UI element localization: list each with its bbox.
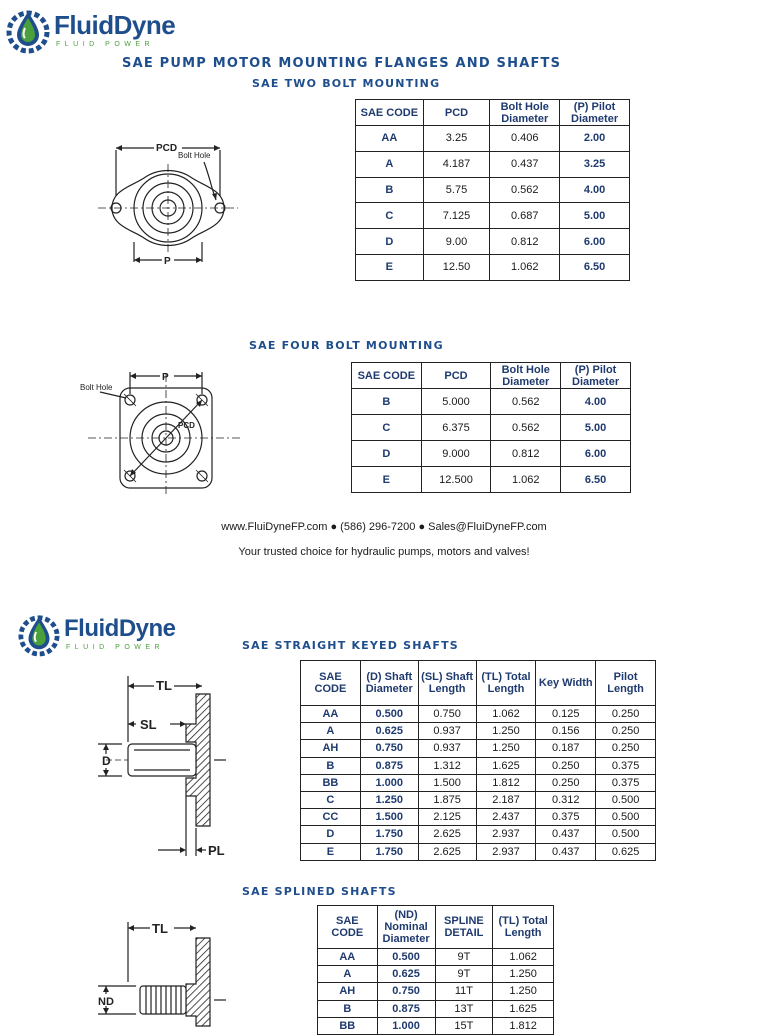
brand-tagline: FLUID POWER	[66, 644, 165, 651]
value-cell: 1.625	[476, 757, 536, 774]
value-cell: 0.625	[360, 723, 418, 740]
table-row	[318, 1000, 554, 1017]
value-cell: 5.00	[560, 203, 630, 229]
value-cell: 0.437	[536, 843, 596, 860]
table-row	[318, 949, 554, 966]
table-row	[318, 1017, 554, 1034]
value-cell: 0.375	[596, 774, 656, 791]
table-row	[352, 415, 631, 441]
table-header-row	[356, 100, 630, 126]
sae-code-cell: AH	[301, 740, 361, 757]
col-header: Key Width	[536, 661, 596, 706]
value-cell: 0.437	[536, 826, 596, 843]
two-bolt-pcd-label: PCD	[156, 143, 178, 154]
col-header: SAE CODE	[352, 363, 422, 389]
value-cell: 0.500	[377, 949, 435, 966]
value-cell: 1.062	[476, 706, 536, 723]
splined-shafts-heading: SAE SPLINED SHAFTS	[242, 885, 397, 898]
keyed-shaft-drawing	[94, 672, 254, 860]
value-cell: 0.375	[536, 809, 596, 826]
sae-code-cell: BB	[318, 1017, 378, 1034]
value-cell: 1.500	[418, 774, 476, 791]
value-cell: 1.250	[493, 966, 554, 983]
value-cell: 9T	[435, 949, 493, 966]
table-header-row	[318, 906, 554, 949]
brand-name: FluidDyne	[64, 615, 176, 642]
sae-code-cell: B	[356, 177, 424, 203]
table-row	[301, 774, 656, 791]
col-header: (SL) Shaft Length	[418, 661, 476, 706]
value-cell: 0.562	[490, 177, 560, 203]
table-row	[301, 757, 656, 774]
sae-code-cell: A	[301, 723, 361, 740]
sae-code-cell: CC	[301, 809, 361, 826]
value-cell: 1.812	[493, 1017, 554, 1034]
value-cell: 1.000	[360, 774, 418, 791]
two-bolt-flange-drawing	[92, 138, 244, 268]
value-cell: 0.250	[596, 706, 656, 723]
value-cell: 1.625	[493, 1000, 554, 1017]
value-cell: 0.750	[377, 983, 435, 1000]
col-header: (D) Shaft Diameter	[360, 661, 418, 706]
col-header: (ND) Nominal Diameter	[377, 906, 435, 949]
keyed-shafts-table	[300, 660, 656, 861]
sae-code-cell: C	[352, 415, 422, 441]
value-cell: 2.625	[418, 826, 476, 843]
col-header: (P) Pilot Diameter	[561, 363, 631, 389]
value-cell: 0.500	[596, 809, 656, 826]
value-cell: 1.750	[360, 826, 418, 843]
col-header: (P) Pilot Diameter	[560, 100, 630, 126]
value-cell: 2.937	[476, 826, 536, 843]
value-cell: 0.500	[596, 826, 656, 843]
value-cell: 0.625	[377, 966, 435, 983]
value-cell: 5.75	[423, 177, 490, 203]
value-cell: 0.312	[536, 791, 596, 808]
sae-code-cell: AA	[356, 126, 424, 152]
sae-code-cell: E	[301, 843, 361, 860]
value-cell: 1.250	[493, 983, 554, 1000]
value-cell: 1.250	[360, 791, 418, 808]
value-cell: 4.00	[561, 389, 631, 415]
value-cell: 1.875	[418, 791, 476, 808]
sae-code-cell: C	[356, 203, 424, 229]
value-cell: 6.00	[561, 441, 631, 467]
col-header: PCD	[423, 100, 490, 126]
value-cell: 6.375	[421, 415, 491, 441]
value-cell: 1.000	[377, 1017, 435, 1034]
value-cell: 7.125	[423, 203, 490, 229]
value-cell: 0.812	[491, 441, 561, 467]
fluidyne-logo-bottom	[18, 611, 176, 657]
value-cell: 0.437	[490, 151, 560, 177]
value-cell: 0.562	[491, 389, 561, 415]
value-cell: 9.00	[423, 229, 490, 255]
value-cell: 2.00	[560, 126, 630, 152]
table-row	[356, 177, 630, 203]
sae-code-cell: D	[356, 229, 424, 255]
value-cell: 4.00	[560, 177, 630, 203]
table-row	[356, 126, 630, 152]
two-bolt-heading: SAE TWO BOLT MOUNTING	[252, 77, 441, 90]
value-cell: 1.812	[476, 774, 536, 791]
value-cell: 0.750	[360, 740, 418, 757]
col-header: Pilot Length	[596, 661, 656, 706]
table-row	[318, 966, 554, 983]
sae-code-cell: BB	[301, 774, 361, 791]
table-row	[301, 809, 656, 826]
value-cell: 0.562	[491, 415, 561, 441]
col-header: SAE CODE	[356, 100, 424, 126]
value-cell: 6.50	[561, 467, 631, 493]
value-cell: 0.625	[596, 843, 656, 860]
value-cell: 6.00	[560, 229, 630, 255]
table-row	[356, 254, 630, 280]
value-cell: 0.500	[360, 706, 418, 723]
value-cell: 0.250	[596, 723, 656, 740]
table-row	[301, 826, 656, 843]
keyed-shafts-heading: SAE STRAIGHT KEYED SHAFTS	[242, 639, 459, 652]
value-cell: 13T	[435, 1000, 493, 1017]
value-cell: 0.250	[536, 774, 596, 791]
keyed-d-label: D	[102, 754, 111, 768]
four-bolt-heading: SAE FOUR BOLT MOUNTING	[249, 339, 444, 352]
table-row	[352, 467, 631, 493]
sae-code-cell: B	[318, 1000, 378, 1017]
keyed-tl-label: TL	[156, 678, 172, 693]
table-header-row	[352, 363, 631, 389]
four-bolt-bolthole-label: Bolt Hole	[80, 383, 113, 392]
table-row	[301, 843, 656, 860]
value-cell: 0.187	[536, 740, 596, 757]
value-cell: 1.312	[418, 757, 476, 774]
sae-code-cell: AA	[318, 949, 378, 966]
value-cell: 12.500	[421, 467, 491, 493]
value-cell: 0.687	[490, 203, 560, 229]
table-row	[352, 441, 631, 467]
contact-line: www.FluiDyneFP.com ● (586) 296-7200 ● Sales@FluiDyneFP.com	[221, 521, 547, 533]
trusted-tagline: Your trusted choice for hydraulic pumps, motors and valves!	[238, 546, 530, 558]
value-cell: 2.437	[476, 809, 536, 826]
sae-code-cell: A	[318, 966, 378, 983]
splined-tl-label: TL	[152, 921, 168, 936]
sae-code-cell: A	[356, 151, 424, 177]
fluidyne-drop-icon	[6, 6, 50, 54]
value-cell: 0.500	[596, 791, 656, 808]
value-cell: 0.750	[418, 706, 476, 723]
value-cell: 1.250	[476, 740, 536, 757]
table-row	[301, 706, 656, 723]
value-cell: 3.25	[423, 126, 490, 152]
table-row	[356, 151, 630, 177]
value-cell: 1.062	[493, 949, 554, 966]
value-cell: 0.937	[418, 740, 476, 757]
sae-code-cell: B	[352, 389, 422, 415]
value-cell: 0.250	[596, 740, 656, 757]
value-cell: 1.500	[360, 809, 418, 826]
value-cell: 0.875	[360, 757, 418, 774]
table-row	[301, 723, 656, 740]
col-header: Bolt Hole Diameter	[491, 363, 561, 389]
sae-code-cell: E	[356, 254, 424, 280]
two-bolt-table	[355, 99, 630, 281]
table-row	[301, 791, 656, 808]
four-bolt-p-label: P	[162, 372, 169, 383]
value-cell: 9T	[435, 966, 493, 983]
value-cell: 1.062	[491, 467, 561, 493]
splined-shaft-drawing	[94, 914, 244, 1024]
value-cell: 2.937	[476, 843, 536, 860]
table-row	[356, 229, 630, 255]
keyed-sl-label: SL	[140, 717, 157, 732]
col-header: Bolt Hole Diameter	[490, 100, 560, 126]
sae-code-cell: AH	[318, 983, 378, 1000]
value-cell: 1.750	[360, 843, 418, 860]
col-header: PCD	[421, 363, 491, 389]
four-bolt-table	[351, 362, 631, 493]
col-header: SPLINE DETAIL	[435, 906, 493, 949]
value-cell: 1.062	[490, 254, 560, 280]
splined-shafts-table	[317, 905, 554, 1035]
fluidyne-logo-top	[6, 6, 175, 54]
fluidyne-drop-icon	[18, 611, 60, 657]
col-header: SAE CODE	[301, 661, 361, 706]
keyed-pl-label: PL	[208, 843, 225, 858]
page-title: SAE PUMP MOTOR MOUNTING FLANGES AND SHAFTS	[122, 56, 562, 71]
table-row	[301, 740, 656, 757]
value-cell: 0.875	[377, 1000, 435, 1017]
splined-nd-label: ND	[98, 996, 114, 1008]
value-cell: 11T	[435, 983, 493, 1000]
value-cell: 5.000	[421, 389, 491, 415]
four-bolt-flange-drawing	[78, 368, 246, 498]
col-header: SAE CODE	[318, 906, 378, 949]
value-cell: 2.125	[418, 809, 476, 826]
value-cell: 0.250	[536, 757, 596, 774]
value-cell: 3.25	[560, 151, 630, 177]
value-cell: 2.187	[476, 791, 536, 808]
value-cell: 0.406	[490, 126, 560, 152]
sae-code-cell: D	[352, 441, 422, 467]
value-cell: 0.125	[536, 706, 596, 723]
table-header-row	[301, 661, 656, 706]
value-cell: 0.937	[418, 723, 476, 740]
value-cell: 9.000	[421, 441, 491, 467]
two-bolt-bolthole-label: Bolt Hole	[178, 151, 211, 160]
brand-tagline: FLUID POWER	[56, 41, 155, 48]
sae-code-cell: B	[301, 757, 361, 774]
col-header: (TL) Total Length	[493, 906, 554, 949]
two-bolt-p-label: P	[164, 256, 171, 267]
table-row	[318, 983, 554, 1000]
value-cell: 2.625	[418, 843, 476, 860]
value-cell: 6.50	[560, 254, 630, 280]
value-cell: 15T	[435, 1017, 493, 1034]
value-cell: 0.812	[490, 229, 560, 255]
value-cell: 0.375	[596, 757, 656, 774]
sae-code-cell: AA	[301, 706, 361, 723]
table-row	[356, 203, 630, 229]
sae-code-cell: D	[301, 826, 361, 843]
col-header: (TL) Total Length	[476, 661, 536, 706]
brand-name: FluidDyne	[54, 10, 176, 40]
value-cell: 0.156	[536, 723, 596, 740]
table-row	[352, 389, 631, 415]
value-cell: 5.00	[561, 415, 631, 441]
four-bolt-pcd-label: PCD	[178, 421, 195, 430]
sae-code-cell: E	[352, 467, 422, 493]
value-cell: 1.250	[476, 723, 536, 740]
value-cell: 12.50	[423, 254, 490, 280]
value-cell: 4.187	[423, 151, 490, 177]
sae-code-cell: C	[301, 791, 361, 808]
